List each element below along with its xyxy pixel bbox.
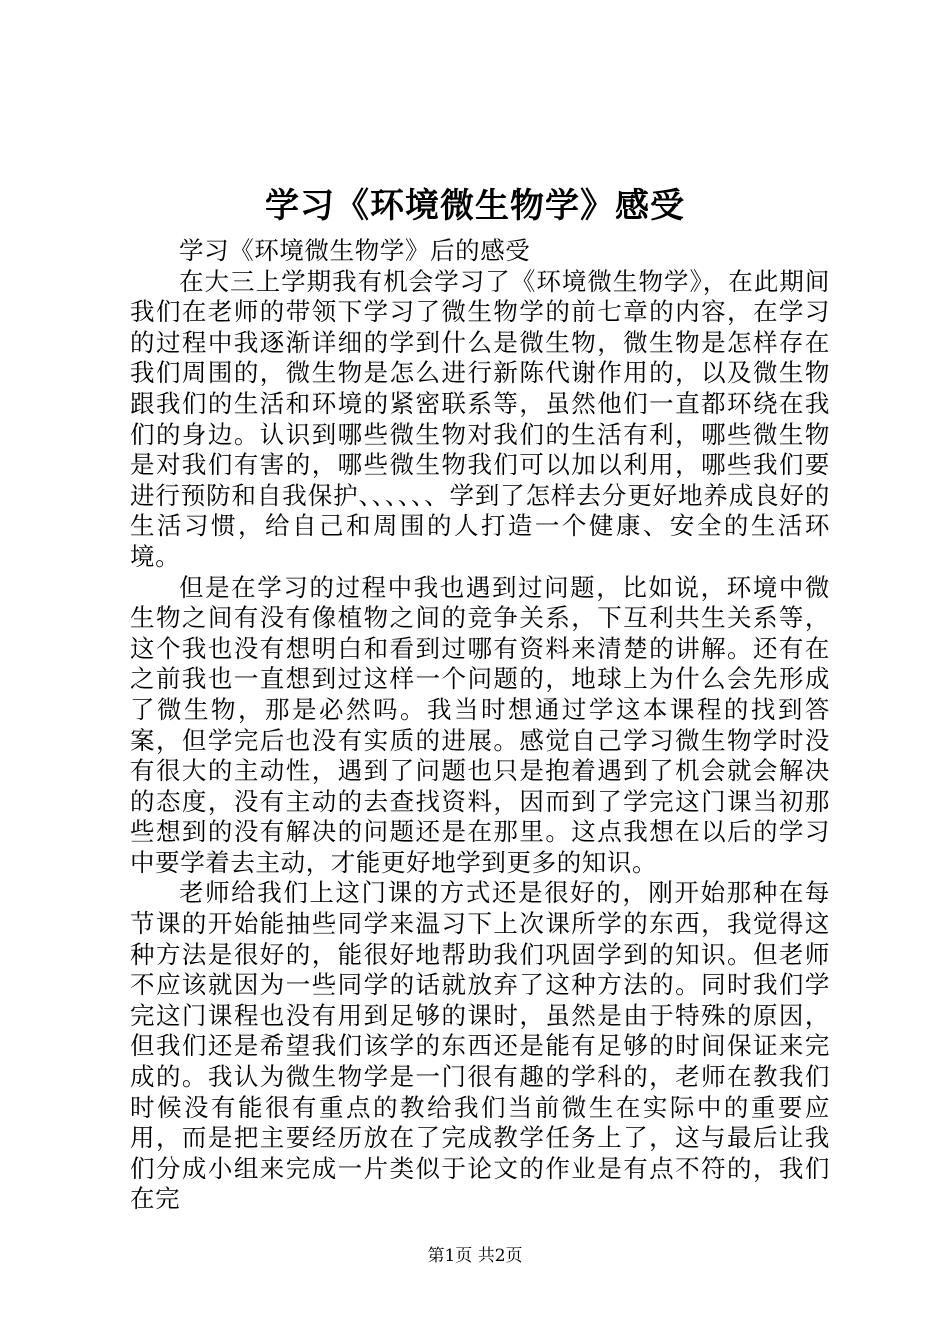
paragraph: 但是在学习的过程中我也遇到过问题，比如说，环境中微生物之间有没有像植物之间的竞争关系，下互利共生关系等，这个我也没有想明白和看到过哪有资料来清楚的讲解。还有在之前我也一直想到过这样一个问题的，地球上为什么会先形成了微生物，那是必然吗。我当时想通过学这本课程的找到答案，但学完后也没有实质的进展。感觉自己学习微生物学时没有很大的主动性，遇到了问题也只是抱着遇到了机会就会解决的态度，没有主动的去查找资料，因而到了学完这门课当初那些想到的没有解决的问题还是在那里。这点我想在以后的学习中要学着去主动，才能更好地学到更多的知识。 [130,572,830,877]
document-title: 学习《环境微生物学》感受 [265,186,685,226]
paragraph: 在大三上学期我有机会学习了《环境微生物学》，在此期间我们在老师的带领下学习了微生物学的前七章的内容，在学习的过程中我逐渐详细的学到什么是微生物，微生物是怎样存在我们周围的，微生物是怎么进行新陈代谢作用的，以及微生物跟我们的生活和环境的紧密联系等，虽然他们一直都环绕在我们的身边。认识到哪些微生物对我们的生活有利，哪些微生物是对我们有害的，哪些微生物我们可以加以利用，哪些我们要进行预防和自我保护、、、、、、学到了怎样去分更好地养成良好的生活习惯，给自己和周围的人打造一个健康、安全的生活环境。 [130,266,830,571]
document-body [130,236,830,1215]
page-number-footer: 第1页 共2页 [427,1246,523,1266]
paragraph: 老师给我们上这门课的方式还是很好的，刚开始那种在每节课的开始能抽些同学来温习下上次课所学的东西，我觉得这种方法是很好的，能很好地帮助我们巩固学到的知识。但老师不应该就因为一些同学的话就放弃了这种方法的。同时我们学完这门课程也没有用到足够的课时，虽然是由于特殊的原因，但我们还是希望我们该学的东西还是能有足够的时间保证来完成的。我认为微生物学是一门很有趣的学科的，老师在教我们时候没有能很有重点的教给我们当前微生在实际中的重要应用，而是把主要经历放在了完成教学任务上了，这与最后让我们分成小组来完成一片类似于论文的作业是有点不符的，我们在完 [130,878,830,1214]
paragraph: 学习《环境微生物学》后的感受 [179,236,531,265]
